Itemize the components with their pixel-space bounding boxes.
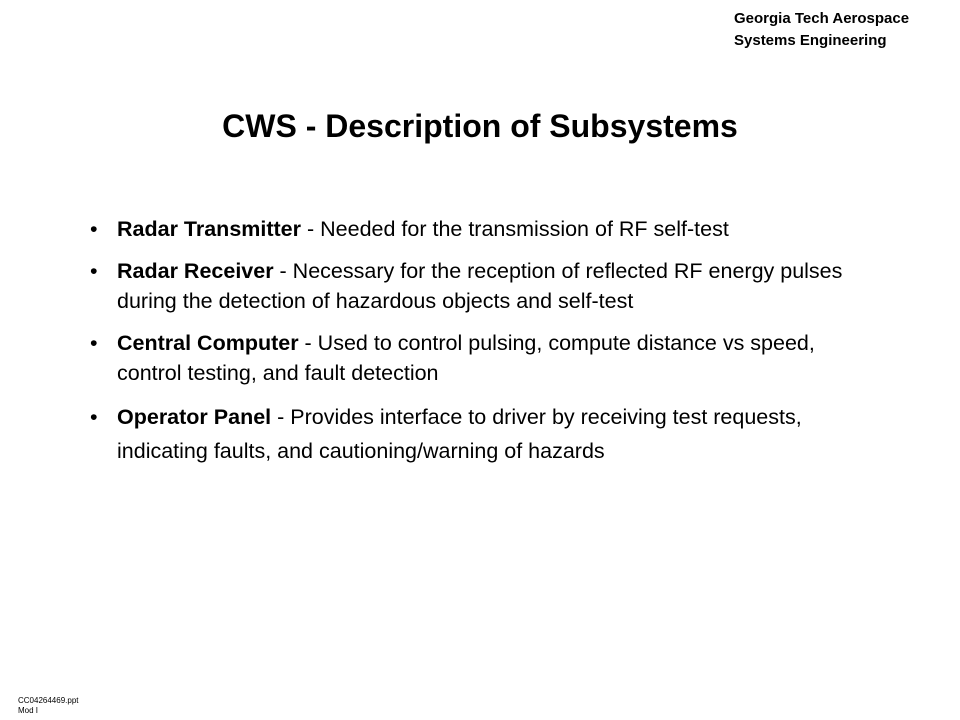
list-item (90, 400, 880, 468)
subsystem-description: - Used to control pulsing, compute distance vs speed, control testing, and fault detection (117, 331, 815, 385)
subsystem-description: - Provides interface to driver by receiving test requests, indicating faults, and cautioning/warning of hazards (117, 405, 802, 463)
list-item (90, 214, 880, 244)
bullet-icon: • (90, 331, 98, 355)
footer-filename: CC04264469.ppt (18, 696, 79, 705)
slide-title: CWS - Description of Subsystems (222, 108, 738, 144)
subsystem-description: - Necessary for the reception of reflected RF energy pulses during the detection of hazardous objects and self-test (117, 259, 843, 313)
bullet-icon: • (90, 405, 98, 429)
subsystem-description: - Needed for the transmission of RF self-test (301, 217, 729, 241)
organization-header (734, 8, 909, 52)
org-line-2: Systems Engineering (734, 32, 887, 49)
subsystem-list (90, 214, 880, 480)
bullet-icon: • (90, 217, 98, 241)
bullet-icon: • (90, 259, 98, 283)
footer-mod: Mod I (18, 706, 39, 715)
subsystem-term: Radar Transmitter (117, 217, 302, 241)
list-item (90, 256, 880, 316)
list-item (90, 328, 880, 388)
slide-footer (18, 696, 79, 716)
subsystem-term: Radar Receiver (117, 259, 274, 283)
subsystem-term: Operator Panel (117, 405, 272, 429)
org-line-1: Georgia Tech Aerospace (734, 10, 910, 27)
subsystem-term: Central Computer (117, 331, 299, 355)
